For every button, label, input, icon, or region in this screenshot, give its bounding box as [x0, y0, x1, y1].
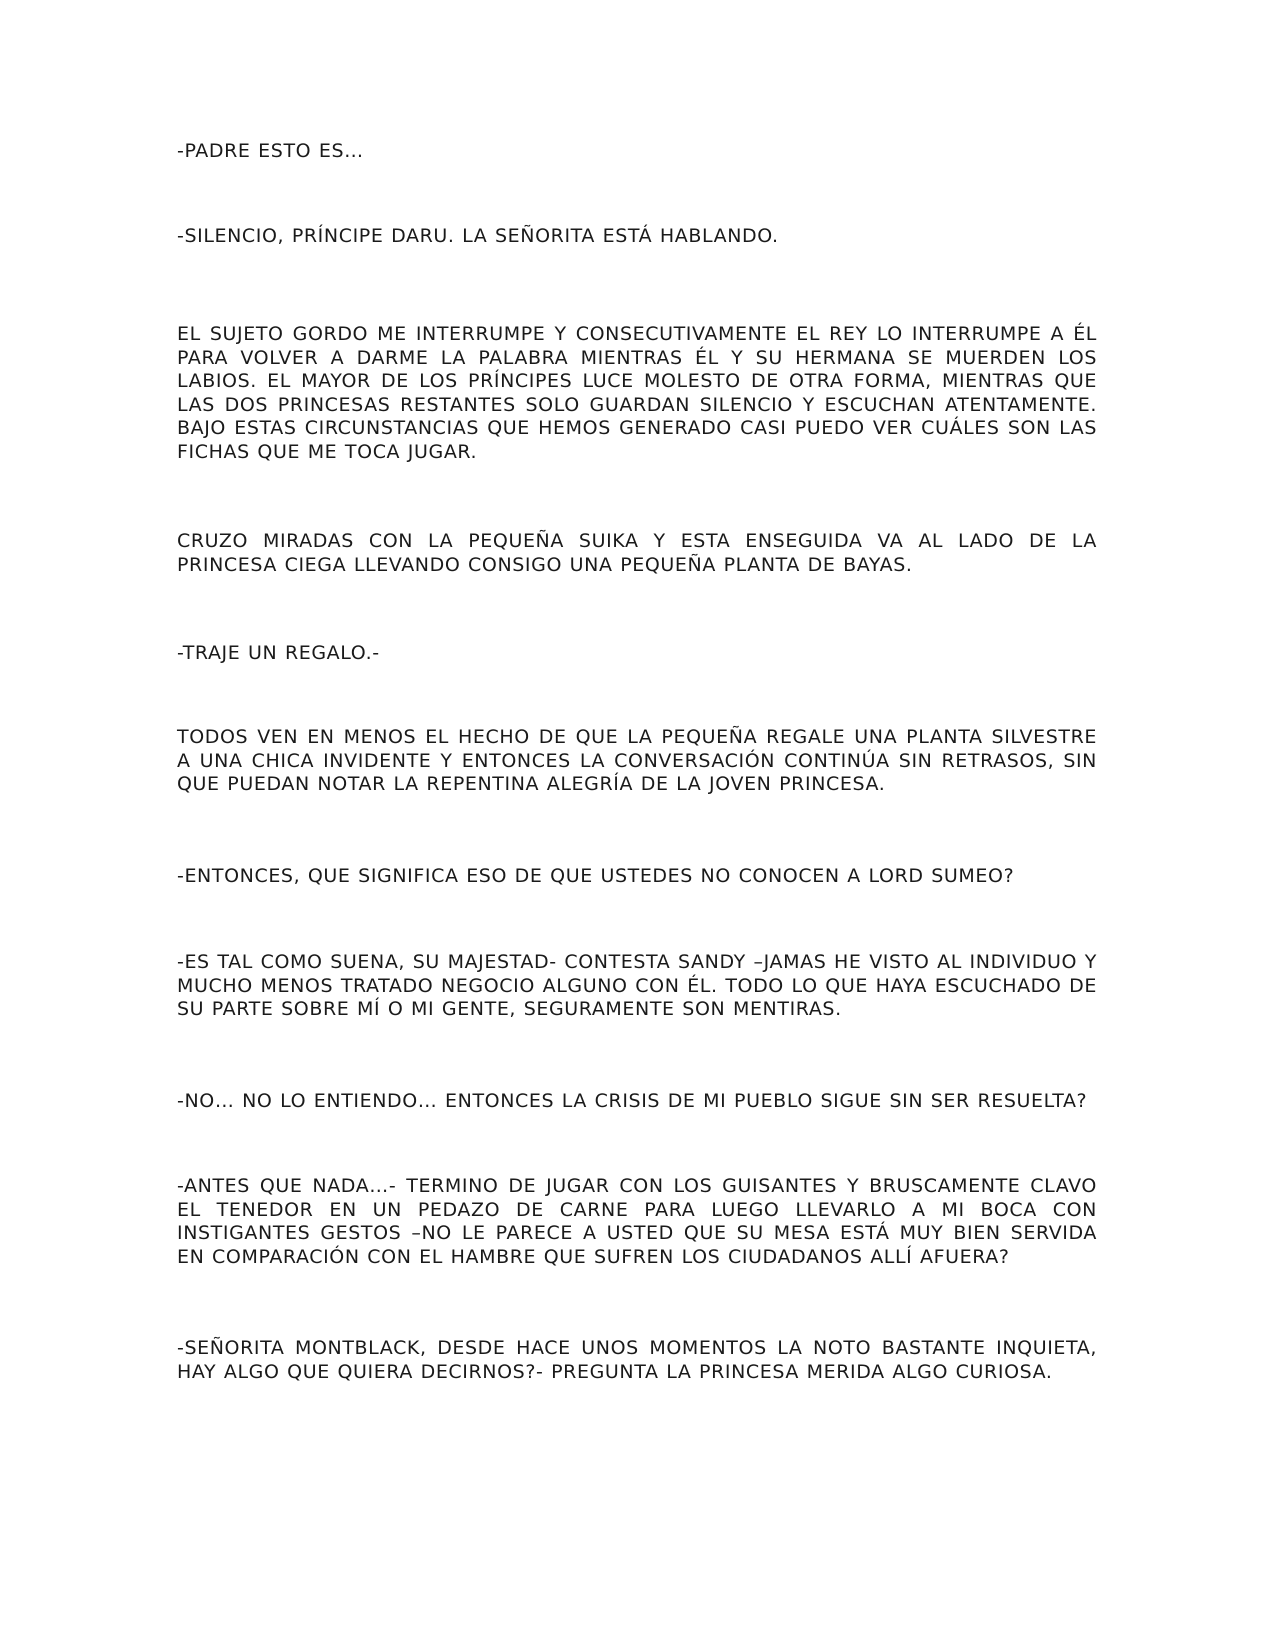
paragraph-4: CRUZO MIRADAS CON LA PEQUEÑA SUIKA Y ESTA ENSEGUIDA VA AL LADO DE LA PRINCESA CIEGA LLEVANDO CONSIGO UNA PEQUEÑA PLANTA DE BAYAS. — [177, 530, 1097, 576]
paragraph-7: -ENTONCES, QUE SIGNIFICA ESO DE QUE USTEDES NO CONOCEN A LORD SUMEO? — [177, 865, 1015, 887]
paragraph-6: TODOS VEN EN MENOS EL HECHO DE QUE LA PEQUEÑA REGALE UNA PLANTA SILVESTRE A UNA CHICA INVIDENTE Y ENTONCES LA CONVERSACIÓN CONTINÚA SIN RETRASOS, SIN QUE PUEDAN NOTAR LA REPENTINA ALEGRÍA DE LA JOVEN PRINCESA. — [177, 726, 1097, 796]
paragraph-11: -SEÑORITA MONTBLACK, DESDE HACE UNOS MOMENTOS LA NOTO BASTANTE INQUIETA, HAY ALGO QUE QUIERA DECIRNOS?- PREGUNTA LA PRINCESA MERIDA ALGO CURIOSA. — [177, 1337, 1097, 1383]
paragraph-3: EL SUJETO GORDO ME INTERRUMPE Y CONSECUTIVAMENTE EL REY LO INTERRUMPE A ÉL PARA VOLVER A DARME LA PALABRA MIENTRAS ÉL Y SU HERMANA SE MUERDEN LOS LABIOS. EL MAYOR DE LOS PRÍNCIPES LUCE MOLESTO DE OTRA FORMA, MIENTRAS QUE LAS DOS PRINCESAS RESTANTES SOLO GUARDAN SILENCIO Y ESCUCHAN ATENTAMENTE. BAJO ESTAS CIRCUNSTANCIAS QUE HEMOS GENERADO CASI PUEDO VER CUÁLES SON LAS FICHAS QUE ME TOCA JUGAR. — [177, 323, 1097, 463]
paragraph-2: -SILENCIO, PRÍNCIPE DARU. LA SEÑORITA ESTÁ HABLANDO. — [177, 225, 779, 247]
paragraph-10: -ANTES QUE NADA…- TERMINO DE JUGAR CON LOS GUISANTES Y BRUSCAMENTE CLAVO EL TENEDOR EN UN PEDAZO DE CARNE PARA LUEGO LLEVARLO A MI BOCA CON INSTIGANTES GESTOS –NO LE PARECE A USTED QUE SU MESA ESTÁ MUY BIEN SERVIDA EN COMPARACIÓN CON EL HAMBRE QUE SUFREN LOS CIUDADANOS ALLÍ AFUERA? — [177, 1175, 1097, 1268]
paragraph-8: -ES TAL COMO SUENA, SU MAJESTAD- CONTESTA SANDY –JAMAS HE VISTO AL INDIVIDUO Y MUCHO MENOS TRATADO NEGOCIO ALGUNO CON ÉL. TODO LO QUE HAYA ESCUCHADO DE SU PARTE SOBRE MÍ O MI GENTE, SEGURAMENTE SON MENTIRAS. — [177, 951, 1097, 1021]
paragraph-5: -TRAJE UN REGALO.- — [177, 642, 380, 664]
paragraph-1: -PADRE ESTO ES… — [177, 140, 364, 162]
paragraph-9: -NO… NO LO ENTIENDO… ENTONCES LA CRISIS DE MI PUEBLO SIGUE SIN SER RESUELTA? — [177, 1090, 1088, 1112]
